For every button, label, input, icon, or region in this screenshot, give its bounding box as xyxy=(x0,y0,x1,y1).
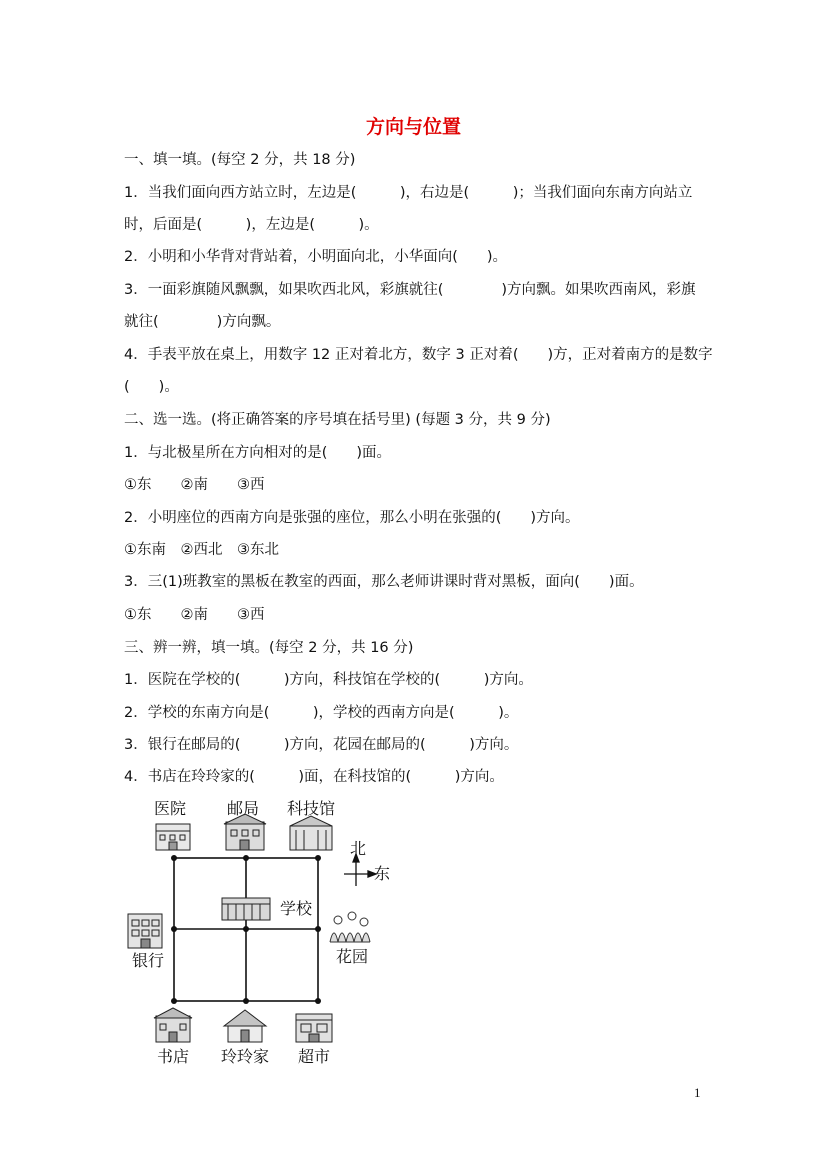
post-office-label: 邮局 xyxy=(226,801,260,818)
compass-icon xyxy=(344,854,376,886)
question-2-2: 2．小明座位的西南方向是张强的座位，那么小明在张强的( )方向。 xyxy=(124,510,580,526)
question-3-4: 4．书店在玲玲家的( )面，在科技馆的( )方向。 xyxy=(124,769,504,785)
bank-icon xyxy=(128,914,162,948)
school-icon xyxy=(222,898,270,920)
compass-east-label: 东 xyxy=(373,866,391,883)
hospital-label: 医院 xyxy=(153,801,187,818)
supermarket-label: 超市 xyxy=(297,1049,331,1066)
section-2-heading: 二、选一选。(将正确答案的序号填在括号里) (每题 3 分，共 9 分) xyxy=(124,412,551,428)
question-2-2-options: ①东南 ②西北 ③东北 xyxy=(124,542,279,558)
compass-north-label: 北 xyxy=(349,841,367,858)
question-1-4-line-2: ( )。 xyxy=(124,379,179,395)
section-3-heading: 三、辨一辨，填一填。(每空 2 分，共 16 分) xyxy=(124,640,414,656)
science-museum-label: 科技馆 xyxy=(286,801,336,818)
bank-label: 银行 xyxy=(131,953,165,970)
question-2-3: 3．三(1)班教室的黑板在教室的西面，那么老师讲课时背对黑板，面向( )面。 xyxy=(124,574,644,590)
garden-label: 花园 xyxy=(335,949,369,966)
post-office-icon xyxy=(224,814,266,850)
question-1-3-line-1: 3．一面彩旗随风飘飘，如果吹西北风，彩旗就往( )方向飘。如果吹西南风，彩旗 xyxy=(124,282,696,298)
hospital-icon xyxy=(156,824,190,850)
science-museum-icon xyxy=(290,816,332,850)
page-title: 方向与位置 xyxy=(365,116,461,138)
question-3-1: 1．医院在学校的( )方向，科技馆在学校的( )方向。 xyxy=(124,672,533,688)
page-number: 1 xyxy=(694,1085,701,1100)
question-3-3: 3．银行在邮局的( )方向，花园在邮局的( )方向。 xyxy=(124,737,519,753)
question-3-2: 2．学校的东南方向是( )，学校的西南方向是( )。 xyxy=(124,705,519,721)
question-1-3-line-2: 就往( )方向飘。 xyxy=(124,314,281,330)
question-1-1-line-1: 1．当我们面向西方站立时，左边是( )，右边是( )；当我们面向东南方向站立 xyxy=(124,185,693,201)
lingling-home-label: 玲玲家 xyxy=(220,1049,270,1066)
section-1-heading: 一、填一填。(每空 2 分，共 18 分) xyxy=(124,152,356,168)
garden-icon xyxy=(330,912,370,942)
bookstore-icon xyxy=(154,1008,192,1042)
question-2-1: 1．与北极星所在方向相对的是( )面。 xyxy=(124,445,392,461)
home-icon xyxy=(224,1010,266,1042)
supermarket-icon xyxy=(296,1014,332,1042)
question-1-2: 2．小明和小华背对背站着，小明面向北，小华面向( )。 xyxy=(124,249,508,265)
question-2-3-options: ①东 ②南 ③西 xyxy=(124,607,265,623)
question-1-1-line-2: 时，后面是( )，左边是( )。 xyxy=(124,217,379,233)
direction-map xyxy=(118,794,408,1084)
question-1-4-line-1: 4．手表平放在桌上，用数字 12 正对着北方，数字 3 正对着( )方，正对着南方的是数字 xyxy=(124,347,713,363)
question-2-1-options: ①东 ②南 ③西 xyxy=(124,477,265,493)
school-label: 学校 xyxy=(279,901,313,918)
bookstore-label: 书店 xyxy=(156,1049,190,1066)
